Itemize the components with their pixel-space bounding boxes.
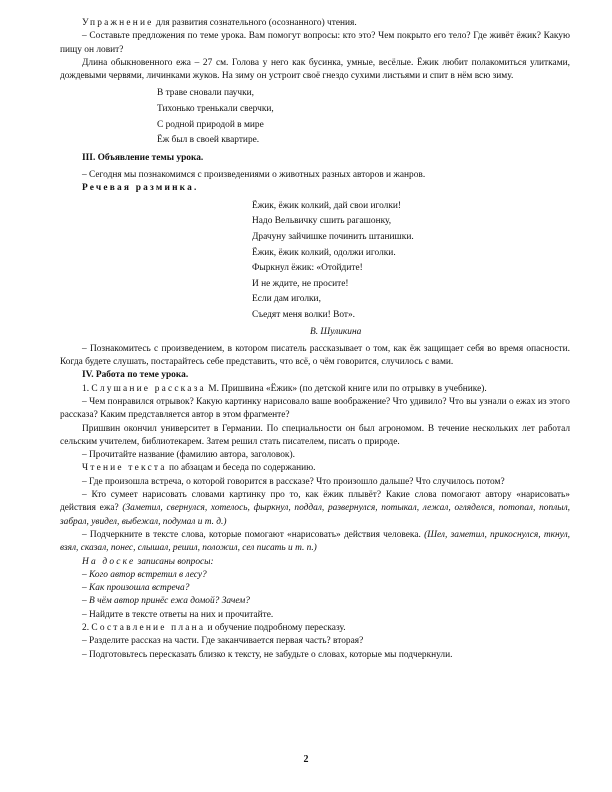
poem-author: В. Шуликина: [310, 326, 362, 337]
poem-line: И не ждите, не просите!: [252, 278, 349, 289]
board-label-rest: записаны вопросы:: [137, 556, 214, 567]
board-question: – Как произошла встреча?: [82, 583, 190, 594]
question-3-text: – Кто сумеет нарисовать словами картинку про то, как ёжик плывёт? Какие слова помогают автору «нарисовать» действия ежа?: [60, 490, 570, 514]
question-4-answer: (Шел, заметил, прикоснулся, ткнул, взял, сказал, понес, слышал, решил, положил, сел писать и т. п.): [60, 529, 570, 554]
board-questions-label: [60, 556, 570, 569]
item-1-number: 1.: [82, 383, 90, 394]
poem-line: С родной природой в мире: [157, 119, 264, 130]
speech-warmup-label: Речевая разминка.: [82, 183, 199, 194]
item-2-rest: и обучение подробному пересказу.: [207, 623, 346, 634]
item-2-spaced: Составление плана: [91, 623, 206, 634]
question-1: – Чем понравился отрывок? Какую картинку нарисовало ваше воображение? Что удивило? Что вы узнали о ежах из этого рассказа? Каким представляется автор в этом фрагменте?: [60, 396, 570, 421]
question-3: [60, 489, 570, 529]
poem-line: Если дам иголки,: [252, 294, 321, 305]
poem-line: Ёж был в своей квартире.: [157, 135, 260, 146]
exercise-heading-spaced: Упражнение: [82, 18, 154, 28]
reading-task: [60, 462, 570, 475]
question-4-text: – Подчеркните в тексте слова, которые помогают «нарисовать» действия человека.: [82, 529, 421, 540]
divide-parts-task: – Разделите рассказ на части. Где заканчивается первая часть? вторая?: [82, 636, 364, 647]
poem-hedgehog-needles: [252, 199, 570, 324]
read-title-task: – Прочитайте название (фамилию автора, заголовок).: [82, 450, 295, 461]
poem-line: Тихонько тренькали сверчки,: [157, 104, 274, 115]
item-1-spaced: Слушание рассказа: [91, 383, 206, 394]
section-4-heading: IV. Работа по теме урока.: [82, 370, 189, 381]
poem-line: Фыркнул ёжик: «Отойдите!: [252, 263, 363, 274]
section-3-heading: III. Объявление темы урока.: [82, 152, 204, 163]
poem-line: В траве сновали паучки,: [157, 88, 255, 99]
poem-line: Надо Вельвичку сшить рагашонку,: [252, 216, 392, 227]
reading-rest: по абзацам и беседа по содержанию.: [168, 463, 316, 474]
retell-task: – Подготовьтесь пересказать близко к тексту, не забудьте о словах, которые мы подчеркнули.: [82, 649, 453, 660]
item-2: [60, 622, 570, 635]
poem-hedgehog-home: [157, 86, 570, 148]
poem-line: Ёжик, ёжик колкий, одолжи иголки.: [252, 247, 396, 258]
poem-line: Съедят меня волки! Вот».: [252, 309, 356, 320]
item-2-number: 2.: [82, 623, 90, 634]
question-3-answer: (Заметил, свернулся, хотелось, фыркнул, поддал, развернулся, потыкал, лежал, огляделся, потопал, поплыл, забрал, увидел, выбежал, подумал и т. д.): [60, 503, 570, 527]
poem-line: Ёжик, ёжик колкий, дай свои иголки!: [252, 200, 402, 211]
section-4-intro: – Познакомитесь с произведением, в котором писатель рассказывает о том, как ёж защищает себя во время опасности. Когда будете слушать, постарайтесь себе представить, что всё, о чём говорится, случилось с вами.: [60, 343, 570, 368]
intro-task: – Составьте предложения по теме урока. Вам помогут вопросы: кто это? Чем покрыто его тело? Где живёт ёжик? Какую пищу он ловит?: [60, 31, 570, 55]
page-content: [60, 17, 570, 662]
exercise-heading-rest: для развития сознательного (осознанного) чтения.: [155, 18, 357, 28]
poem-line: Драчуну зайчишке починить штанишки.: [252, 231, 414, 242]
find-answers-task: – Найдите в тексте ответы на них и прочитайте.: [82, 609, 274, 620]
page-number: 2: [303, 754, 309, 765]
item-1: [60, 383, 570, 396]
board-question: – В чём автор принёс ежа домой? Зачем?: [82, 596, 250, 607]
board-question: – Кого автор встретил в лесу?: [82, 569, 207, 580]
hedgehog-description: Длина обыкновенного ежа – 27 см. Голова у него как бусинка, умные, весёлые. Ёжик любит полакомиться улитками, дождевыми червями, личинками жуков. На зиму он устроит своё гнездо сухими листьями и спит в нём всю зиму.: [60, 57, 570, 82]
question-2: – Где произошла встреча, о которой говорится в рассказе? Что произошло дальше? Что случилось потом?: [82, 476, 505, 487]
board-label-spaced: На доске: [82, 556, 136, 567]
question-4: [60, 529, 570, 556]
reading-spaced: Чтение текста: [82, 463, 167, 474]
section-3-intro: – Сегодня мы познакомимся с произведениями о животных разных авторов и жанров.: [82, 170, 426, 181]
prishvin-bio: Пришвин окончил университет в Германии. По специальности он был агрономом. В течение нескольких лет работал сельским учителем, библиотекарем. Затем решил стать писателем, писать о природе.: [60, 423, 570, 447]
exercise-heading: [60, 17, 570, 30]
item-1-rest: М. Пришвина «Ёжик» (по детской книге или по отрывку в учебнике).: [208, 383, 487, 394]
